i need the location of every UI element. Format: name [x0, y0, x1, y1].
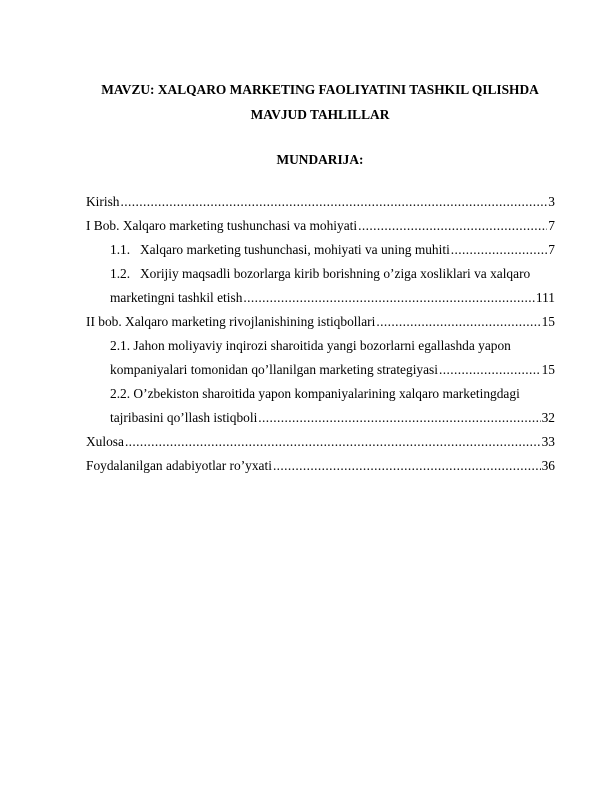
toc-entry-references[interactable] — [86, 450, 555, 474]
toc-heading: MUNDARIJA: — [276, 152, 364, 167]
toc-entry-intro[interactable] — [86, 186, 555, 210]
toc-entry-1-2-cont[interactable] — [86, 282, 555, 306]
table-of-contents — [86, 186, 555, 474]
leader-dots — [258, 410, 540, 426]
toc-entry-text: marketingni tashkil etish — [110, 290, 243, 305]
toc-entry-2-1[interactable] — [86, 330, 555, 354]
toc-entry-text: Xulosa — [86, 434, 124, 449]
toc-page-number: 7 — [548, 242, 555, 257]
toc-entry-2-2[interactable] — [86, 378, 555, 402]
leader-dots — [243, 290, 535, 306]
toc-entry-text: kompaniyalari tomonidan qo’llanilgan marketing strategiyasi — [110, 362, 438, 377]
toc-page-number: 3 — [548, 194, 555, 209]
leader-dots — [439, 362, 541, 378]
toc-entry-2-1-cont[interactable] — [86, 354, 555, 378]
toc-entry-text: Xorijiy maqsadli bozorlarga kirib borishning o’ziga xosliklari va xalqaro — [140, 266, 531, 281]
toc-page-number: 33 — [541, 434, 555, 449]
leader-dots — [376, 314, 540, 330]
section-number: 1.2. — [110, 266, 131, 281]
toc-page-number: 7 — [548, 218, 555, 233]
toc-entry-chapter-2[interactable] — [86, 306, 555, 330]
toc-page-number: 32 — [541, 410, 555, 425]
section-number: 1.1. — [110, 242, 131, 257]
toc-entry-1-2[interactable] — [86, 258, 555, 282]
toc-entry-text: Kirish — [86, 194, 120, 209]
toc-entry-text: Xalqaro marketing tushunchasi, mohiyati va uning muhiti — [140, 242, 450, 257]
toc-entry-2-2-cont[interactable] — [86, 402, 555, 426]
title-line-1: MAVZU: XALQARO MARKETING FAOLIYATINI TASHKIL QILISHDA — [101, 82, 539, 97]
toc-page-number: 15 — [541, 362, 555, 377]
toc-entry-text: Foydalanilgan adabiyotlar ro’yxati — [86, 458, 272, 473]
leader-dots — [125, 434, 541, 450]
toc-entry-chapter-1[interactable] — [86, 210, 555, 234]
toc-page-number: 111 — [535, 290, 555, 305]
toc-entry-text: tajribasini qo’llash istiqboli — [110, 410, 258, 425]
toc-page-number: 15 — [541, 314, 555, 329]
toc-entry-1-1[interactable] — [86, 234, 555, 258]
toc-entry-text: I Bob. Xalqaro marketing tushunchasi va mohiyati — [86, 218, 358, 233]
title-line-2: MAVJUD TAHLILLAR — [250, 107, 390, 122]
toc-entry-conclusion[interactable] — [86, 426, 555, 450]
leader-dots — [358, 218, 547, 234]
toc-entry-text: 2.1. Jahon moliyaviy inqirozi sharoitida yangi bozorlarni egallashda yapon — [110, 338, 511, 353]
leader-dots — [451, 242, 548, 258]
leader-dots — [273, 458, 541, 474]
toc-entry-text: 2.2. O’zbekiston sharoitida yapon kompaniyalarining xalqaro marketingdagi — [110, 386, 520, 401]
toc-page-number: 36 — [541, 458, 555, 473]
toc-entry-text: II bob. Xalqaro marketing rivojlanishining istiqbollari — [86, 314, 376, 329]
leader-dots — [120, 194, 547, 210]
